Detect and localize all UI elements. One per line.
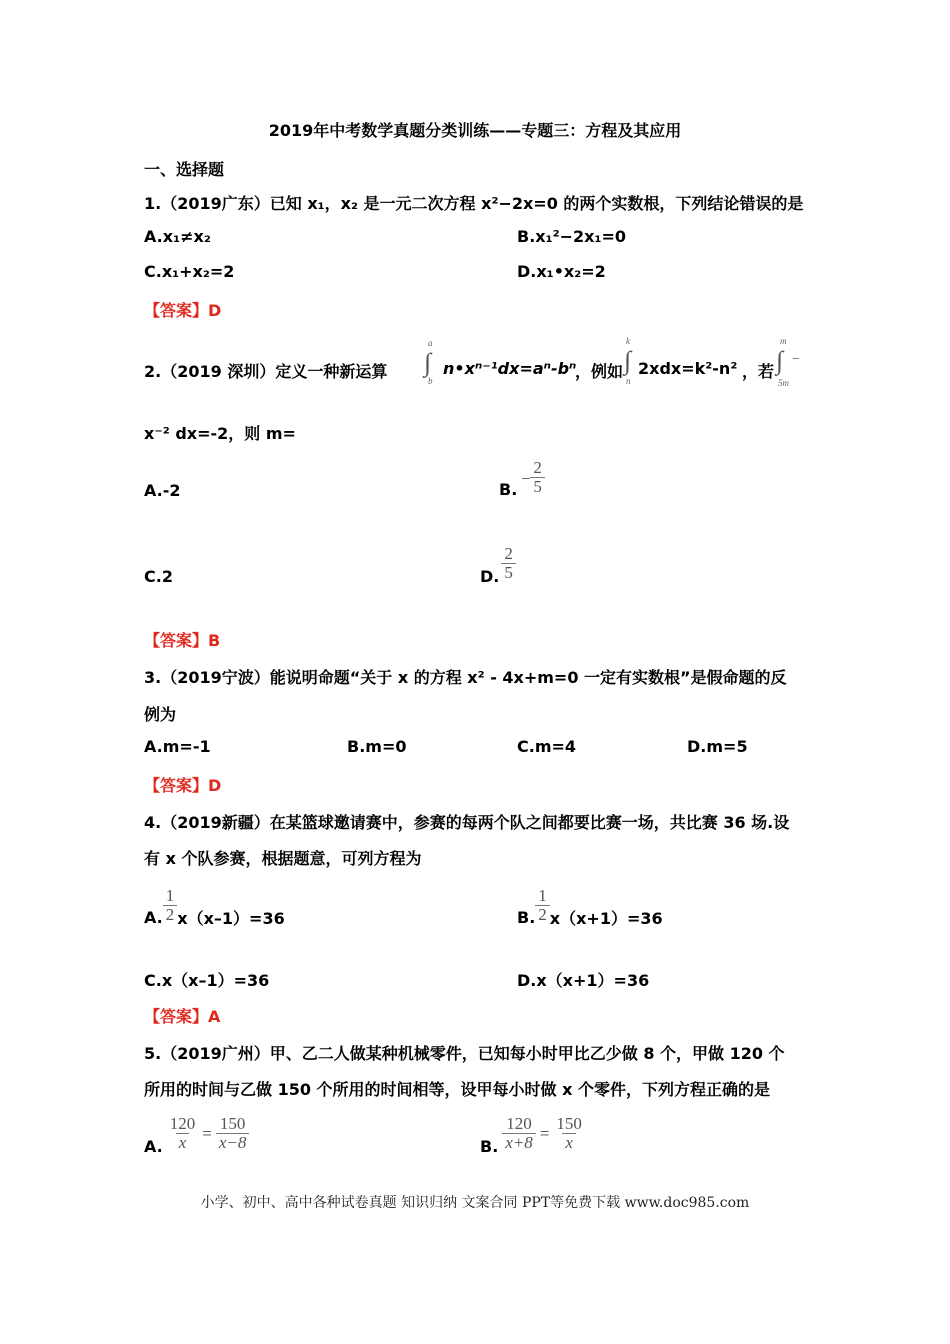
fraction-numerator: 2 (504, 544, 513, 563)
question-2-example-label: ，例如 (575, 362, 624, 381)
integral-sign-3: m ∫ − 5m (776, 336, 800, 388)
integral-2-lower: n (626, 376, 631, 386)
q4-option-a-label: A. (144, 908, 163, 927)
q4-option-b-rest: x（x+1）=36 (549, 909, 663, 928)
q1-answer: 【答案】D (144, 301, 222, 320)
fraction-numerator: 1 (538, 886, 547, 905)
integral-3-lower: 5m (778, 378, 789, 388)
question-1-number: 1.（2019广东） (144, 194, 270, 213)
fraction-numerator: 1 (165, 886, 175, 905)
q5-option-a-equals: = (202, 1123, 212, 1143)
integral-2-upper: k (626, 336, 630, 346)
question-3-line-1: 3.（2019宁波）能说明命题“关于 x 的方程 x² - 4x+m=0 一定有实数根”是假命题的反 (144, 668, 787, 687)
q3-option-b: B.m=0 (347, 737, 407, 756)
question-1-text: 已知 x₁，x₂ 是一元二次方程 x²−2x=0 的两个实数根，下列结论错误的是 (269, 194, 804, 213)
q3-answer: 【答案】D (144, 776, 222, 795)
fraction-denominator: 2 (163, 905, 178, 924)
q4-option-d: D.x（x+1）=36 (517, 971, 650, 990)
integral-1-upper: a (428, 338, 433, 348)
page-footer: 小学、初中、高中各种试卷真题 知识归纳 文案合同 PPT等免费下载 www.doc985.com (200, 1195, 750, 1211)
fraction-denominator: 2 (535, 905, 550, 924)
section-heading: 一、选择题 (144, 160, 225, 179)
question-2-line-2: x⁻² dx=-2，则 m= (144, 424, 296, 443)
q2-option-d-label: D. (480, 567, 500, 586)
q5-option-a-fraction-2 (216, 1115, 250, 1152)
fraction-denominator: 5 (530, 477, 545, 496)
q2-option-b-fraction (530, 459, 545, 496)
question-5-line-2: 所用的时间与乙做 150 个所用的时间相等，设甲每小时做 x 个零件，下列方程正确的是 (144, 1080, 771, 1099)
q2-option-c: C.2 (144, 567, 173, 586)
fraction-denominator: x−8 (216, 1133, 250, 1152)
q2-option-d (480, 541, 516, 586)
q3-option-c: C.m=4 (517, 737, 577, 756)
question-2-example: 2xdx=k²-n² (638, 359, 738, 378)
fraction-numerator: 120 (169, 1114, 196, 1133)
q2-answer: 【答案】B (144, 631, 221, 650)
fraction-numerator: 150 (556, 1114, 582, 1133)
q5-option-a-label: A. (144, 1137, 163, 1156)
q2-option-b (499, 456, 545, 499)
q4-option-a-fraction (163, 887, 178, 924)
question-2-operation-def: n•xⁿ⁻¹dx=aⁿ-bⁿ (443, 359, 577, 378)
q2-option-b-label: B. (499, 480, 518, 499)
integral-3-upper: m (780, 336, 787, 346)
q4-option-a (144, 882, 285, 929)
fraction-denominator: x (176, 1133, 190, 1152)
page-title: 2019年中考数学真题分类训练——专题三：方程及其应用 (268, 121, 682, 140)
integral-sign-1: a ∫ b (424, 338, 433, 386)
fraction-denominator: 5 (501, 563, 516, 582)
question-4-line-1: 4.（2019新疆）在某篮球邀请赛中，参赛的每两个队之间都要比赛一场，共比赛 36 场.设 (144, 813, 790, 832)
q5-option-b-label: B. (480, 1137, 499, 1156)
q4-option-c: C.x（x–1）=36 (144, 971, 270, 990)
question-2-intro: 2.（2019 深圳）定义一种新运算 (144, 362, 388, 381)
question-3-line-2: 例为 (144, 705, 177, 724)
integral-1-lower: b (428, 376, 433, 386)
q1-option-d: D.x₁•x₂=2 (517, 262, 606, 281)
integral-sign-2: k ∫ n (624, 336, 632, 386)
fraction-numerator: 2 (533, 458, 542, 477)
fraction-numerator: 120 (506, 1114, 532, 1133)
q2-option-d-fraction (501, 545, 516, 582)
question-4-line-2: 有 x 个队参赛，根据题意，可列方程为 (144, 849, 422, 868)
q1-option-c: C.x₁+x₂=2 (144, 262, 235, 281)
q4-option-b-fraction (535, 887, 550, 924)
q1-option-a: A.x₁≠x₂ (144, 227, 211, 246)
q2-option-b-sign: − (521, 470, 531, 488)
q4-option-b-label: B. (517, 908, 536, 927)
question-2-if: ，若 (742, 362, 775, 381)
q5-option-a-fraction-1 (167, 1115, 199, 1152)
q3-option-d: D.m=5 (687, 737, 748, 756)
fraction-denominator: x+8 (502, 1133, 536, 1152)
q5-option-b (480, 1111, 585, 1156)
q2-option-a: A.-2 (144, 481, 181, 500)
fraction-denominator: x (562, 1133, 576, 1152)
q5-option-a (144, 1111, 249, 1156)
q5-option-b-fraction-2 (553, 1115, 585, 1152)
q5-option-b-fraction-1 (502, 1115, 536, 1152)
question-5-line-1: 5.（2019广州）甲、乙二人做某种机械零件，已知每小时甲比乙少做 8 个，甲做 120 个 (144, 1044, 785, 1063)
question-1 (144, 191, 803, 214)
q5-option-b-equals: = (539, 1123, 550, 1143)
fraction-numerator: 150 (219, 1114, 246, 1133)
q4-option-a-rest: x（x–1）=36 (177, 909, 285, 928)
integral-3-tail: − (792, 352, 800, 367)
q4-answer: 【答案】A (144, 1007, 221, 1026)
q3-option-a: A.m=-1 (144, 737, 211, 756)
q1-option-b: B.x₁²−2x₁=0 (517, 227, 627, 246)
q4-option-b (517, 882, 663, 929)
